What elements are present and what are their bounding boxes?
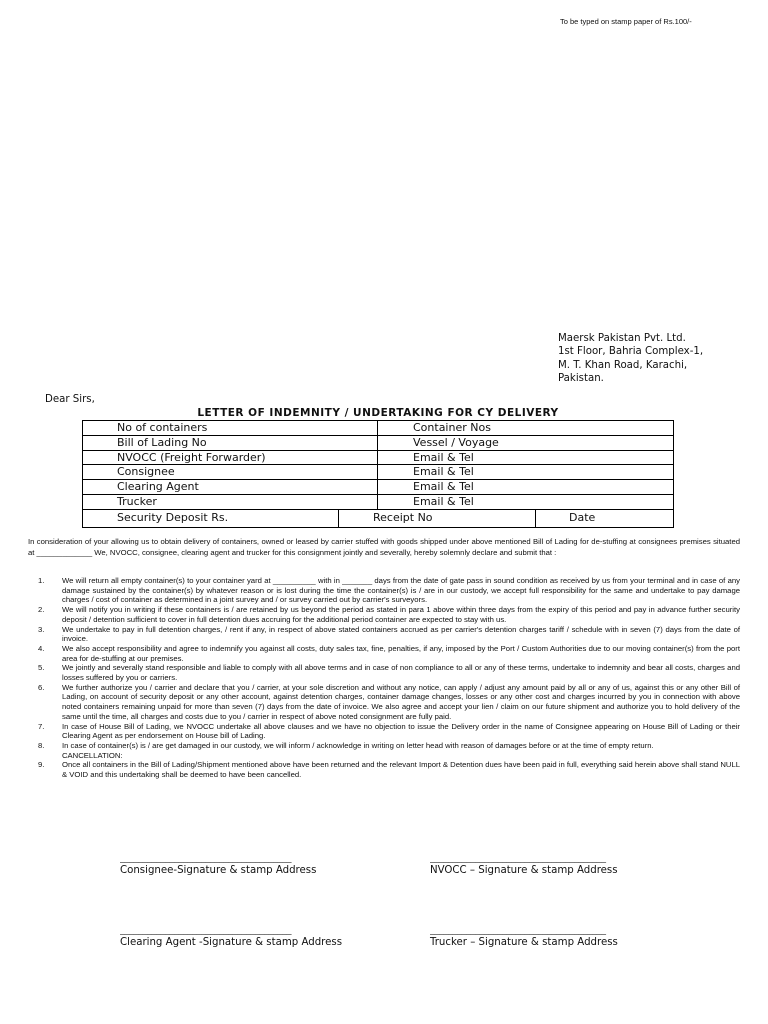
clause-number [28, 751, 62, 761]
table-cell: Email & Tel [413, 465, 474, 479]
clause-item [28, 760, 740, 779]
signature-label: NVOCC – Signature & stamp Address [430, 865, 618, 876]
consignee-signature-block [120, 855, 316, 876]
table-cell: Clearing Agent [83, 480, 378, 494]
table-cell: Email & Tel [413, 480, 474, 494]
consignment-details-table [82, 420, 674, 528]
table-row-deposit [83, 510, 673, 527]
clause-item [28, 683, 740, 722]
clause-item [28, 663, 740, 682]
clause-text: In case of container(s) is / are get damaged in our custody, we will inform / acknowledge in writing on letter head with reason of damages before or at the time of empty return. [62, 740, 654, 750]
address-line: Pakistan. [558, 372, 604, 384]
clause-text: We will return all empty container(s) to your container yard at __________ with in _______ days from the date of gate pass in sound condition as received by us from your terminal and in case of any damage sustained by the container(s) by whatever reason or is lost during the time the container(s) is / are in our custody, we accept full responsibility for the same and undertake to pay damage charges / cost of container as determined in a joint survey and / or survey carried out by carrier's surveyors. [62, 576, 740, 605]
clause-text: Once all containers in the Bill of Lading/Shipment mentioned above have been returned and the relevant Import & Detention dues have been paid in full, everything said herein above shall stand NULL & VOID and this undertaking shall be deemed to have been cancelled. [62, 760, 740, 780]
clause-item [28, 722, 740, 741]
table-cell: Email & Tel [413, 494, 474, 508]
receipt-no-cell: Receipt No [339, 510, 536, 527]
clause-number: 1. [38, 576, 45, 585]
clause-item [28, 741, 740, 751]
address-line: M. T. Khan Road, Karachi, [558, 359, 688, 371]
clause-item [28, 625, 740, 644]
clause-text: We undertake to pay in full detention charges, / rent if any, in respect of above stated containers accrued as per carrier's detention charges tariff / schedule with in seven (7) days from the date of invoice. [62, 624, 740, 644]
trucker-signature-block [430, 927, 618, 948]
clause-number: 8. [38, 740, 45, 750]
clause-text: We will notify you in writing if these containers is / are retained by us beyond the period as stated in para 1 above within three days from the expiry of this period and pay in advance further security deposit / detention sufficient to cover in full detention dues accruing for the additional period container are expected to stay with us. [62, 605, 740, 624]
clause-number: 6. [38, 682, 45, 692]
signature-label: Clearing Agent -Signature & stamp Address [120, 937, 343, 948]
address-line: Maersk Pakistan Pvt. Ltd. [558, 333, 686, 344]
clause-item [28, 644, 740, 663]
signature-label: Trucker – Signature & stamp Address [430, 937, 618, 948]
signature-line: _______________________________________ [430, 927, 606, 935]
clause-number: 5. [38, 663, 45, 673]
table-row [83, 465, 673, 480]
table-cell: NVOCC (Freight Forwarder) [83, 451, 378, 465]
salutation: Dear Sirs, [45, 394, 95, 405]
table-cell: Trucker [83, 495, 378, 509]
document-title: LETTER OF INDEMNITY / UNDERTAKING FOR CY DELIVERY [197, 407, 559, 419]
table-cell: Vessel / Voyage [413, 435, 499, 449]
clauses-list [28, 576, 740, 780]
clause-number: 3. [38, 624, 45, 634]
stamp-paper-note: To be typed on stamp paper of Rs.100/- [560, 17, 692, 26]
table-row [83, 421, 673, 436]
recipient-address [558, 332, 703, 385]
address-line: 1st Floor, Bahria Complex-1, [558, 346, 704, 358]
table-cell: Container Nos [413, 421, 491, 434]
clause-item [28, 576, 740, 605]
table-row [83, 495, 673, 510]
clause-number: 2. [38, 605, 45, 615]
date-cell: Date [569, 510, 596, 524]
clearing-agent-signature-block [120, 927, 342, 948]
intro-paragraph: In consideration of your allowing us to obtain delivery of containers, owned or leased by carrier stuffed with goods shipped under above mentioned Bill of Lading for de-stuffing at consignees premises situated at _____________ We, NVOCC, consignee, clearing agent and trucker for this consignment jointly and severally, hereby solemnly declare and submit that : [28, 537, 740, 557]
table-row [83, 451, 673, 466]
signature-label: Consignee-Signature & stamp Address [120, 865, 317, 876]
table-row [83, 480, 673, 495]
clause-text: CANCELLATION: [62, 750, 123, 760]
signature-line: ______________________________________ [120, 927, 291, 935]
clause-number: 9. [38, 760, 45, 770]
clause-text: We further authorize you / carrier and declare that you / carrier, at your sole discretion and without any notice, can apply / adjust any amount paid by all or any of us, against this or any other Bill of Lading, on account of security deposit or any other account, against detention charges, container damage changes, losses or any other cost and charges incurred by you in connection with above noted containers remaining unpaid for more than seven (7) days from the date of invoice. We also agree and accept your lien / claim on our future shipment and authorize you to hold delivery of the same until the time, all charges and costs due to you / carrier in respect of above noted consignment are fully paid. [62, 682, 740, 721]
clause-number: 4. [38, 643, 45, 653]
signature-line: ______________________________________ [120, 855, 291, 863]
table-cell: Bill of Lading No [83, 436, 378, 450]
security-deposit-cell: Security Deposit Rs. [83, 510, 339, 527]
nvocc-signature-block [430, 855, 618, 876]
clause-text: We also accept responsibility and agree to indemnify you against all costs, duty sales tax, fine, penalties, if any, imposed by the Port / Custom Authorities due to our moving container(s) from the port area for de-stuffing at our premises. [62, 643, 740, 663]
clause-text: In case of House Bill of Lading, we NVOCC undertake all above clauses and we have no objection to issue the Delivery order in the name of Consignee appearing on House Bill of Lading or their Clearing Agent as per endorsement on House bill of Lading. [62, 721, 740, 741]
clause-text: We jointly and severally stand responsible and liable to comply with all above terms and in case of non compliance to all or any of these terms, undertake to indemnity and bear all costs, charges and losses suffered by you or carriers. [62, 663, 740, 683]
cancellation-heading [28, 751, 740, 761]
clause-number: 7. [38, 721, 45, 731]
table-cell: Consignee [83, 465, 378, 479]
table-cell: No of containers [83, 421, 378, 435]
table-cell: Email & Tel [413, 450, 474, 464]
clause-item [28, 605, 740, 624]
signature-line: _______________________________________ [430, 855, 606, 863]
table-row [83, 436, 673, 451]
